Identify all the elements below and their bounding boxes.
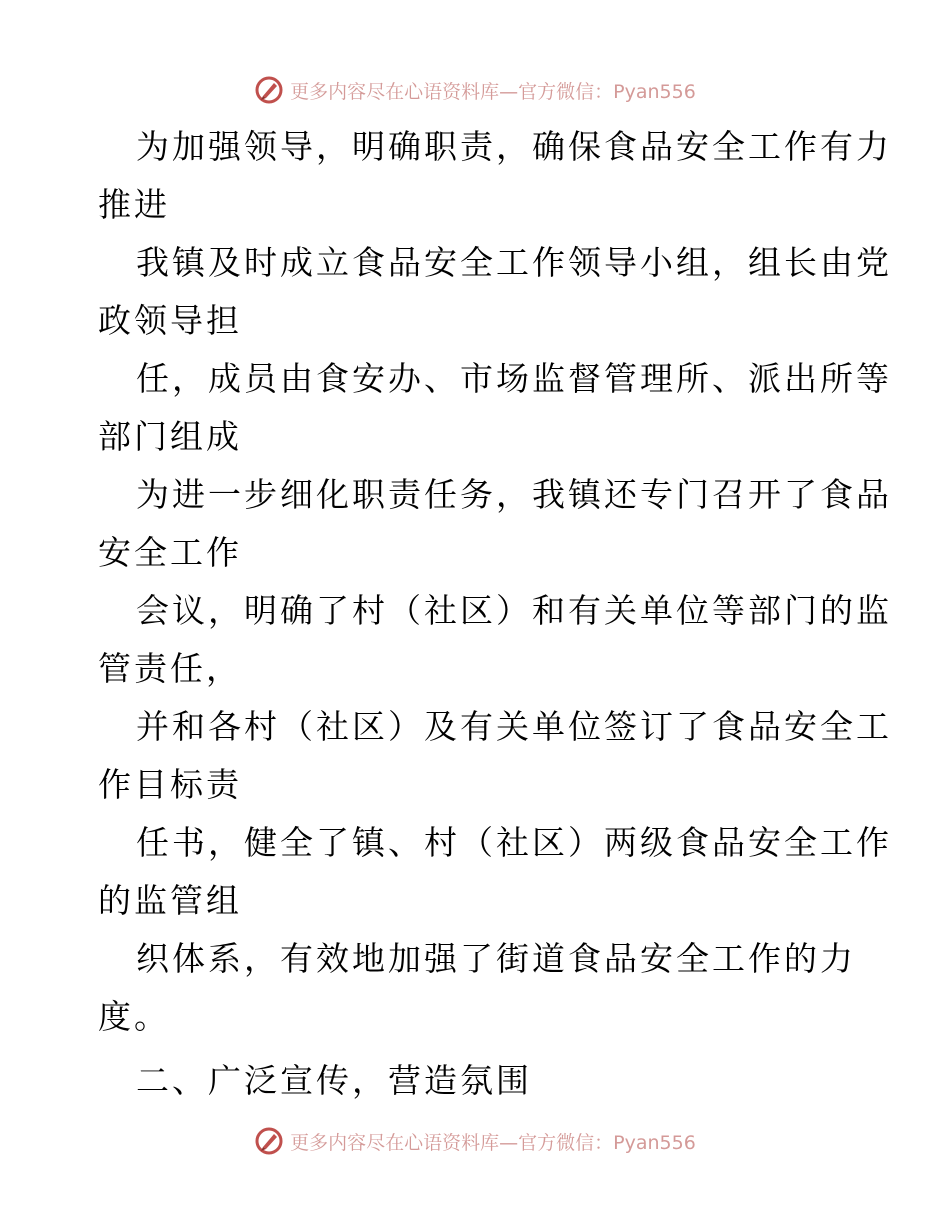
paragraph-line: 我镇及时成立食品安全工作领导小组，组长由党 xyxy=(136,243,892,282)
paragraph-line: 安全工作 xyxy=(98,533,242,572)
watermark-text: 更多内容尽在心语资料库—官方微信：Pyan556 xyxy=(290,1131,696,1154)
paragraph-line: 会议，明确了村（社区）和有关单位等部门的监 xyxy=(136,591,892,630)
paragraph-line: 织体系，有效地加强了街道食品安全工作的力 xyxy=(136,939,856,978)
paragraph-line: 的监管组 xyxy=(98,881,242,920)
paragraph-line: 管责任， xyxy=(98,649,242,688)
paragraph-line: 为进一步细化职责任务，我镇还专门召开了食品 xyxy=(136,475,892,514)
paragraph-line: 度。 xyxy=(98,997,170,1036)
paragraph-line: 并和各村（社区）及有关单位签订了食品安全工 xyxy=(136,707,892,746)
header-watermark xyxy=(0,70,950,110)
pen-logo-icon xyxy=(254,75,284,105)
paragraph-line: 任书，健全了镇、村（社区）两级食品安全工作 xyxy=(136,823,892,862)
paragraph-line: 为加强领导，明确职责，确保食品安全工作有力 xyxy=(136,127,892,166)
paragraph-line: 部门组成 xyxy=(98,417,242,456)
paragraph-line: 作目标责 xyxy=(98,765,242,804)
paragraph-line: 任，成员由食安办、市场监督管理所、派出所等 xyxy=(136,359,892,398)
footer-watermark xyxy=(0,1121,950,1161)
paragraph-line: 政领导担 xyxy=(98,301,242,340)
section-heading: 二、广泛宣传，营造氛围 xyxy=(136,1061,532,1100)
pen-logo-icon xyxy=(254,1126,284,1156)
watermark-text: 更多内容尽在心语资料库—官方微信：Pyan556 xyxy=(290,80,696,103)
paragraph-line: 推进 xyxy=(98,185,170,224)
